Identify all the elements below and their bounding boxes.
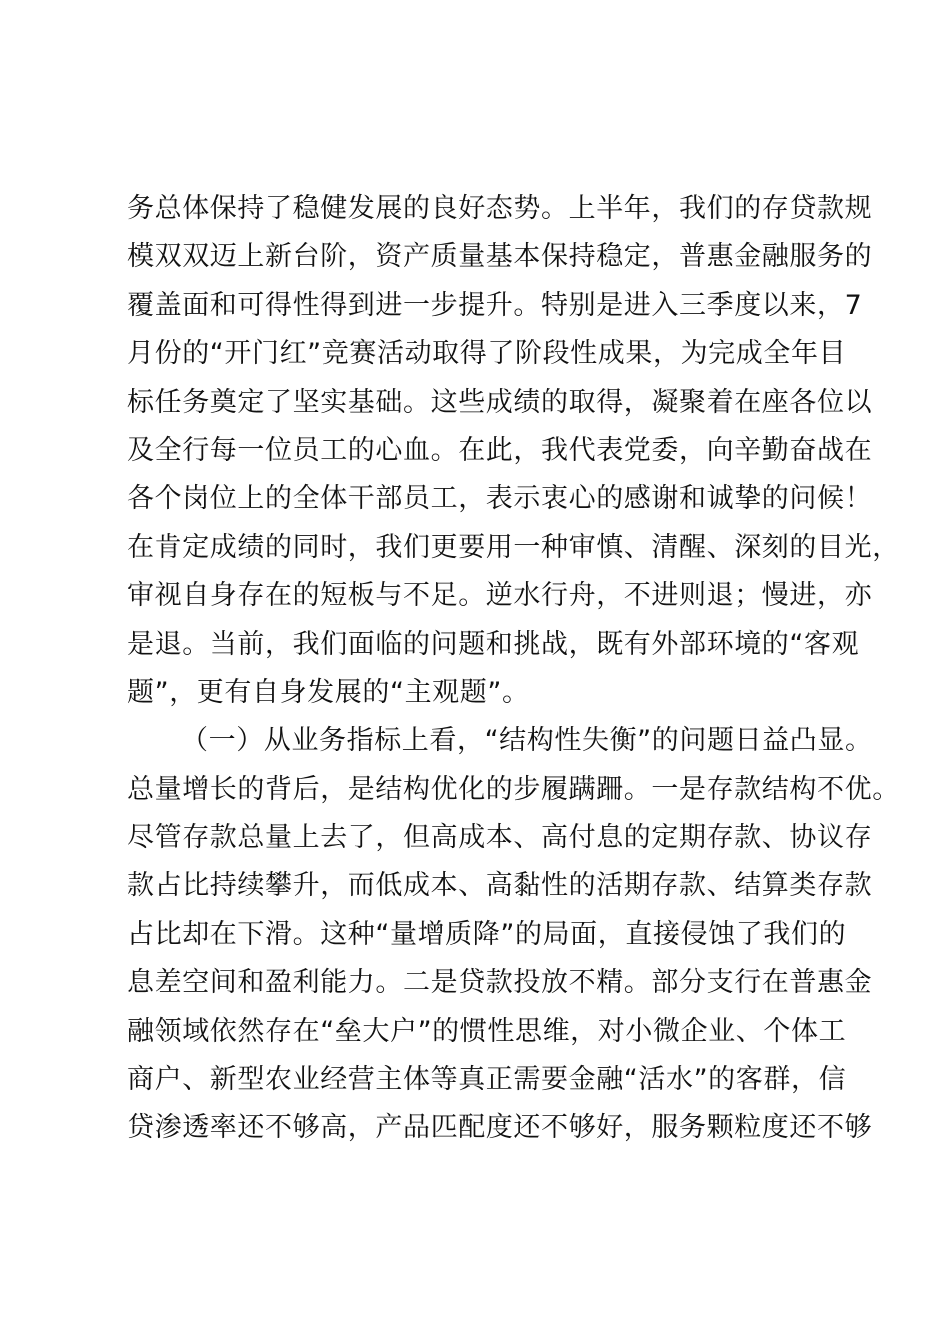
text-line: 及全行每一位员工的心血。在此，我代表党委，向辛勤奋战在 (127, 434, 873, 466)
text-line: 总量增长的背后，是结构优化的步履蹒跚。一是存款结构不优。 (127, 773, 900, 805)
text-line: 各个岗位上的全体干部员工，表示衷心的感谢和诚挚的问候！ (127, 483, 873, 515)
text-line: 覆盖面和可得性得到进一步提升。特别是进入三季度以来，7 (127, 289, 863, 321)
text-line: 题”，更有自身发展的“主观题”。 (127, 676, 530, 708)
text-line: 模双双迈上新台阶，资产质量基本保持稳定，普惠金融服务的 (127, 241, 873, 273)
text-line: 贷渗透率还不够高，产品匹配度还不够好，服务颗粒度还不够 (127, 1112, 873, 1144)
text-line: 尽管存款总量上去了，但高成本、高付息的定期存款、协议存 (127, 822, 873, 854)
text-line: 务总体保持了稳健发展的良好态势。上半年，我们的存贷款规 (127, 193, 873, 224)
text-line: 融领域依然存在“垒大户”的惯性思维，对小微企业、个体工 (127, 1015, 847, 1047)
text-line: 款占比持续攀升，而低成本、高黏性的活期存款、结算类存款 (127, 870, 873, 902)
text-line: 标任务奠定了坚实基础。这些成绩的取得，凝聚着在座各位以 (127, 386, 873, 418)
text-line: 商户、新型农业经营主体等真正需要金融“活水”的客群，信 (127, 1064, 847, 1096)
text-line: 占比却在下滑。这种“量增质降”的局面，直接侵蚀了我们的 (127, 918, 847, 950)
section-heading-line: （一）从业务指标上看，“结构性失衡”的问题日益凸显。 (181, 725, 873, 757)
body-text (127, 185, 900, 1153)
text-line: 是退。当前，我们面临的问题和挑战，既有外部环境的“客观 (127, 628, 860, 660)
text-line: 审视自身存在的短板与不足。逆水行舟，不进则退；慢进，亦 (127, 580, 873, 612)
text-line: 月份的“开门红”竞赛活动取得了阶段性成果，为完成全年目 (127, 338, 847, 370)
text-line: 息差空间和盈利能力。二是贷款投放不精。部分支行在普惠金 (127, 967, 873, 999)
text-line: 在肯定成绩的同时，我们更要用一种审慎、清醒、深刻的目光， (127, 531, 900, 563)
